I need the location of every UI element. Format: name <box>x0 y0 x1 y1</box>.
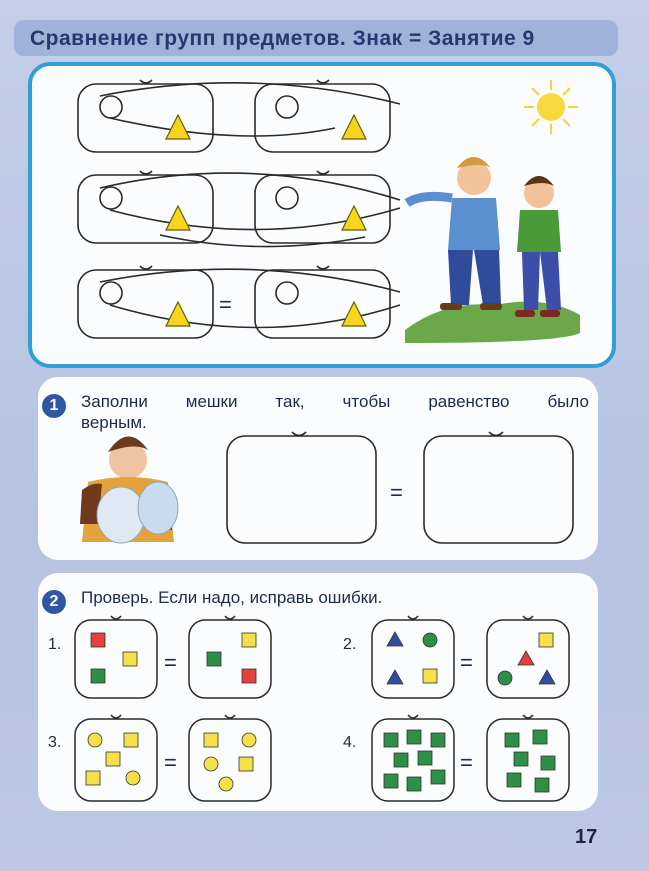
green-square <box>207 652 221 666</box>
green-square <box>505 733 519 747</box>
bag-outline <box>75 620 157 698</box>
task-2-item-label: 4. <box>343 734 357 751</box>
green-circle <box>498 671 512 685</box>
task-1-equals-sign: = <box>390 480 403 505</box>
lesson-title: Сравнение групп предметов. Знак = Занятие 9 <box>30 27 535 50</box>
task-1-word: так, <box>275 392 305 411</box>
green-square <box>533 730 547 744</box>
green-square <box>394 753 408 767</box>
green-square <box>91 669 105 683</box>
task-2-item-label: 3. <box>48 734 62 751</box>
task-1-word: было <box>547 392 589 411</box>
blue-triangle <box>539 670 555 684</box>
task-2-item-label: 1. <box>48 636 62 653</box>
yellow-square <box>242 633 256 647</box>
yellow-square <box>239 757 253 771</box>
green-circle <box>423 633 437 647</box>
task-1-instruction-line2: верным. <box>81 413 147 432</box>
task-2-equals-sign: = <box>164 750 177 775</box>
yellow-square <box>123 652 137 666</box>
yellow-circle <box>204 757 218 771</box>
green-square <box>418 751 432 765</box>
task-1-word: чтобы <box>342 392 391 411</box>
yellow-circle <box>126 771 140 785</box>
task-2-number-badge: 2 <box>42 590 66 614</box>
green-square <box>514 752 528 766</box>
red-triangle <box>518 651 534 665</box>
task-1-number-badge: 1 <box>42 394 66 418</box>
yellow-circle <box>88 733 102 747</box>
green-square <box>384 774 398 788</box>
bag-outline <box>372 620 454 698</box>
task-2-equals-sign: = <box>460 750 473 775</box>
red-square <box>91 633 105 647</box>
yellow-square <box>423 669 437 683</box>
green-square <box>431 770 445 784</box>
blue-triangle <box>387 632 403 646</box>
yellow-square <box>106 752 120 766</box>
red-square <box>242 669 256 683</box>
task-2-equals-sign: = <box>164 650 177 675</box>
yellow-circle <box>242 733 256 747</box>
task-2-instruction: Проверь. Если надо, исправь ошибки. <box>81 588 383 607</box>
task-1-word: Заполни <box>81 392 148 411</box>
green-square <box>541 756 555 770</box>
green-square <box>384 733 398 747</box>
blue-triangle <box>387 670 403 684</box>
yellow-square <box>124 733 138 747</box>
yellow-square <box>204 733 218 747</box>
task-2-equals-sign: = <box>460 650 473 675</box>
green-square <box>431 733 445 747</box>
task-1-word: мешки <box>185 392 238 411</box>
green-square <box>407 777 421 791</box>
task-1-word: равенство <box>428 392 510 411</box>
green-square <box>507 773 521 787</box>
yellow-circle <box>219 777 233 791</box>
task-2-item-label: 2. <box>343 636 357 653</box>
bag-outline <box>189 620 271 698</box>
yellow-square <box>86 771 100 785</box>
green-square <box>535 778 549 792</box>
page-number: 17 <box>575 826 598 848</box>
green-square <box>407 730 421 744</box>
intro-equals-sign: = <box>219 292 232 317</box>
yellow-square <box>539 633 553 647</box>
